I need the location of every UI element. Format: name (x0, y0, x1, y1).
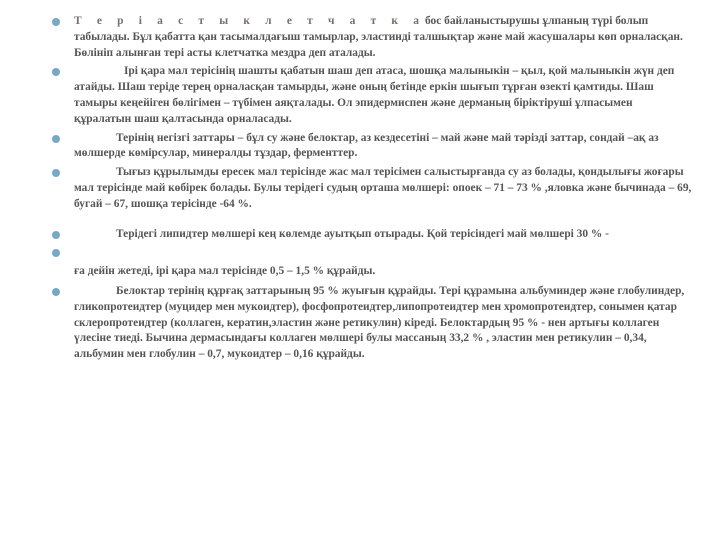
paragraph-text: Белоктар терінің құрғақ заттарының 95 % жуығын құрайды. Тері құрамына альбуминдер және глобулиндер, гликопротеидтер (муцидер мен мукоидтер), фосфопротеидтер,липопротеидтер мен хромопротеидтер, сонымен қатар склеропротеидтер (коллаген, кератин,эластин және ретикулин) кіреді. Белоктардың 95 % - нен артығы коллаген үлесіне тиеді. Бычина дермасындағы коллаген мөлшері булы массаның 33,2 % , эластин мен ретикулин – 0,34, альбумин мен глобулин – 0,7, мукоидтер – 0,16 құрайды. (74, 284, 685, 361)
paragraph-text: Ірі қара мал терісінің шашты қабатын шаш деп атаса, шошқа малыныкін – қыл, қой малыныкін жүн деп атайды. Шаш теріде терең орналасқан тамырды, және оның бетінде еркін шығып тұрған өзекті қамтиды. Шаш тамыры кеңейіген бөлігімен – түбімен аяқталады. Ол эпидермиспен және дерманың біріктіруші ұлпасымен құралатын шаш қалтасында орналасады. (74, 65, 675, 125)
paragraph-text: Тығыз құрылымды ересек мал терісінде жас мал терісімен салыстырғанда су аз болады, қондылығы жоғары мал терісінде май көбірек болады. Булы терідегі судың орташа мөлшері: опоек – 71 – 73 % ,яловка және бычинада – 69, бугай – 67, шошқа терісінде -64 %. (74, 166, 692, 210)
paragraph-main-substances (52, 131, 692, 163)
paragraph-water-content (52, 165, 692, 212)
slide-body (52, 14, 692, 366)
bullet-icon (52, 288, 60, 296)
bullet-icon (52, 18, 60, 26)
bullet-icon (52, 135, 60, 143)
paragraph-text: Терідегі липидтер мөлшері кең көлемде ауытқып отырады. Қой терісіндегі май мөлшері 30 % - (116, 227, 609, 240)
paragraph-subcutaneous-tissue (52, 14, 692, 61)
bullet-icon (52, 68, 60, 76)
paragraph-lipids-continued (52, 264, 692, 280)
bullet-icon (52, 249, 60, 257)
paragraph-text: бос байланыстырушы ұлпаның түрі болып табылады. Бұл қабатта қан тасымалдағыш тамырлар, эластинді талшықтар және май жасушалары көп орналасқан. Бөлініп алынған тері асты клетчатка мездра деп аталады. (74, 15, 683, 59)
paragraph-lead-term: Т е р і а с т ы к л е т ч а т к а (74, 15, 423, 27)
paragraph-text: Терінің негізгі заттары – бұл су және белоктар, аз кездесетіні – май және май тәрізді заттар, сондай –ақ аз мөлшерде көмірсулар, минералды тұздар, ферменттер. (74, 131, 659, 160)
paragraph-proteins (52, 284, 692, 363)
paragraph-lipids (52, 227, 692, 243)
bullet-icon (52, 231, 60, 239)
bullet-icon (52, 169, 60, 177)
paragraph-empty (52, 245, 692, 261)
empty-line (74, 245, 692, 261)
paragraph-text: ға дейін жетеді, ірі қара мал терісінде 0,5 – 1,5 % құрайды. (74, 265, 376, 278)
paragraph-hair (52, 64, 692, 127)
